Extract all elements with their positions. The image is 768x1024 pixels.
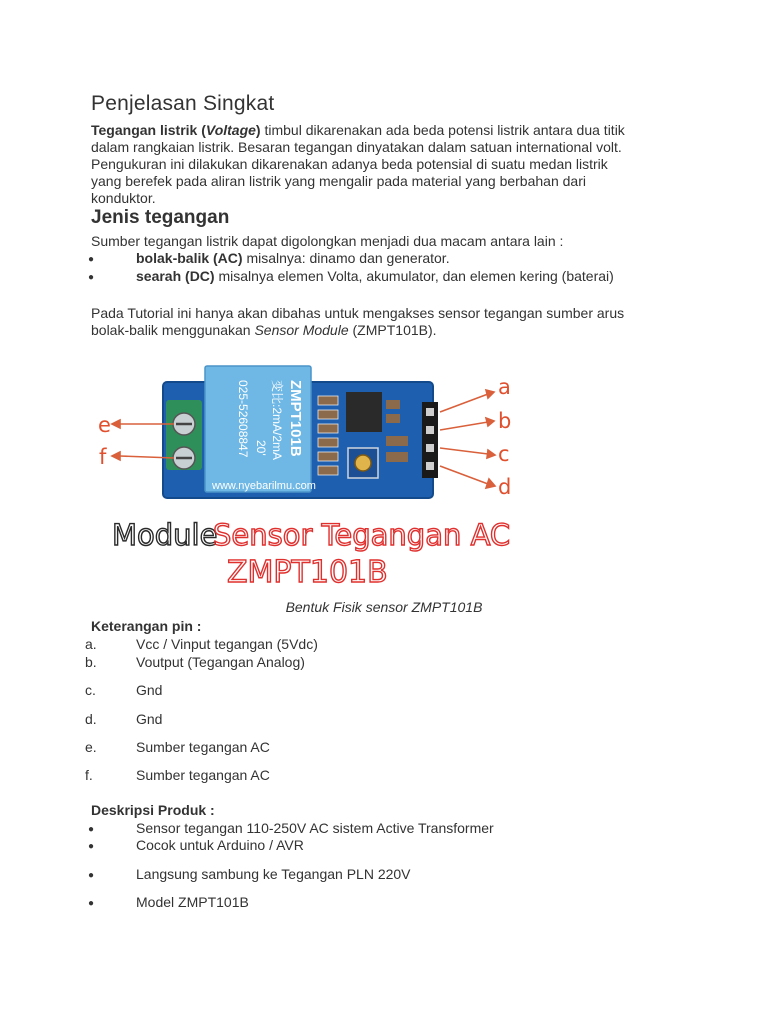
banner-model: ZMPT101B [227,555,388,590]
pin-letter-d: d [498,475,512,499]
bullet-icon: ● [88,254,95,265]
list-marker: e. [85,739,97,755]
sensor-module-figure [90,362,522,590]
list-item-text: Model ZMPT101B [136,894,249,910]
list-marker: d. [85,711,97,727]
list-item-text: misalnya: dinamo dan generator. [242,250,450,266]
list-marker: f. [85,767,93,783]
intro-line-5: konduktor. [91,190,156,206]
bullet-icon: ● [88,898,95,909]
transformer-model-text: ZMPT101B [287,380,304,457]
list-marker: b. [85,654,97,670]
list-item-bold: searah (DC) [136,268,215,284]
list-item-text: Sumber tegangan AC [136,739,270,755]
tutorial-line-1: Pada Tutorial ini hanya akan dibahas untuk mengakses sensor tegangan sumber arus [91,305,625,321]
ic-chip [346,392,382,432]
intro-line-1 [91,122,691,139]
list-marker: c. [85,682,96,698]
bullet-icon: ● [88,870,95,881]
list-item-text: misalnya elemen Volta, akumulator, dan elemen kering (baterai) [214,268,614,284]
list-item-text: Langsung sambung ke Tegangan PLN 220V [136,866,411,882]
bullet-icon: ● [88,824,95,835]
intro-text-1: timbul dikarenakan ada beda potensi listrik antara dua titik [260,122,625,138]
pin-letter-b: b [498,409,512,433]
produk-heading: Deskripsi Produk : [91,802,215,818]
list-item-text: Cocok untuk Arduino / AVR [136,837,304,853]
pin-letter-a: a [498,375,511,399]
section-heading-jenis: Jenis tegangan [91,207,230,228]
intro-line-2: dalam rangkaian listrik. Besaran tegangan dinyatakan dalam satuan international volt. [91,139,622,155]
pin-letter-e: e [98,413,111,437]
list-item-text: Voutput (Tegangan Analog) [136,654,305,670]
tutorial-text-a: bolak-balik menggunakan [91,322,255,338]
banner-word-sensor: Sensor Tegangan AC [213,518,511,552]
list-marker: a. [85,636,97,652]
bullet-icon: ● [88,272,95,283]
intro-line-4: yang berefek pada aliran listrik yang mengalir pada material yang berbahan dari [91,173,586,189]
intro-line-3: Pengukuran ini dilakukan dikarenakan adanya beda potensial di suatu medan listrik [91,156,608,172]
list-item-text: Vcc / Vinput tegangan (5Vdc) [136,636,318,652]
tutorial-text-b: (ZMPT101B). [348,322,437,338]
pin-letter-f: f [99,445,107,469]
figure-caption: Bentuk Fisik sensor ZMPT101B [285,599,483,615]
website-watermark: www.nyebarilmu.com [212,480,316,492]
bullet-icon: ● [88,841,95,852]
term-italic: Voltage [205,122,256,138]
tutorial-italic: Sensor Module [254,322,349,338]
list-item-bold: bolak-balik (AC) [136,250,243,266]
pins-heading: Keterangan pin : [91,618,202,634]
transformer-ratio-text: 变比:2mA/2mA [270,380,284,461]
term-close: ) [255,122,261,138]
jenis-lead: Sumber tegangan listrik dapat digolongkan menjadi dua macam antara lain : [91,233,564,249]
term-bold: Tegangan listrik ( [91,122,206,138]
list-item-text: Gnd [136,711,163,727]
transformer-phone-text: 025-52608847 [236,380,250,458]
banner-word-module: Module [112,518,218,552]
list-item-text: Gnd [136,682,163,698]
list-item-text: Sensor tegangan 110-250V AC sistem Active Transformer [136,820,494,836]
page-title: Penjelasan Singkat [91,92,275,115]
tutorial-line-2 [91,322,691,339]
pin-letter-c: c [498,442,510,466]
transformer-angle-text: 20' [254,440,268,456]
list-item-text: Sumber tegangan AC [136,767,270,783]
